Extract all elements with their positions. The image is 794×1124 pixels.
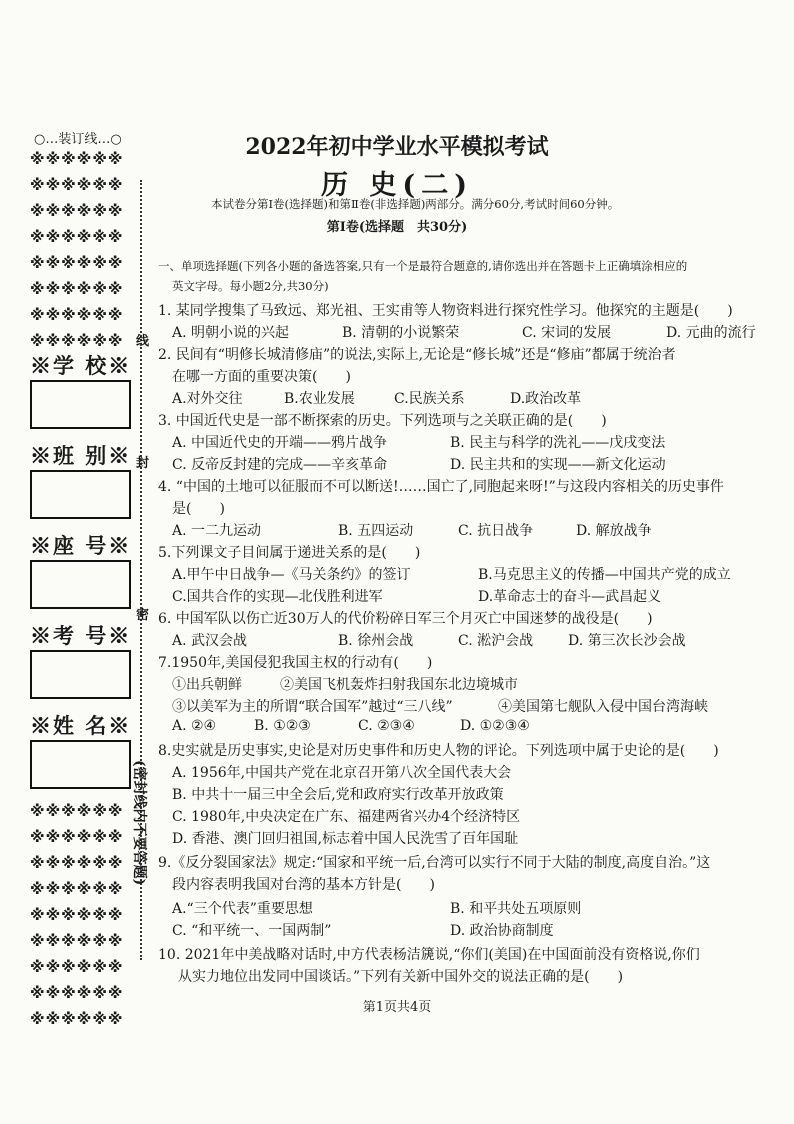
q1-option-b[interactable]: B. 清朝的小说繁荣 — [342, 325, 460, 341]
question-9-cont: 段内容表明我国对台湾的基本方针是( ) — [172, 877, 435, 893]
question-5: 5.下列课文子目间属于递进关系的是( ) — [158, 545, 421, 561]
seal-note: (密封线内不要答题) — [131, 760, 147, 886]
class-box[interactable] — [30, 470, 131, 519]
q6-option-d[interactable]: D. 第三次长沙会战 — [568, 633, 686, 649]
q3-option-b[interactable]: B. 民主与科学的洗礼——戊戌变法 — [450, 435, 666, 451]
binding-pattern: ※※※※※※ — [30, 306, 124, 324]
q3-option-a[interactable]: A. 中国近代史的开端——鸦片战争 — [172, 435, 388, 451]
q7-statement-2: ②美国飞机轰炸扫射我国东北边境城市 — [280, 677, 518, 693]
school-box[interactable] — [30, 380, 131, 429]
q1-option-a[interactable]: A. 明朝小说的兴起 — [172, 325, 290, 341]
question-7: 7.1950年,美国侵犯我国主权的行动有( ) — [158, 655, 433, 671]
q5-option-c[interactable]: C.国共合作的实现—北伐胜利进军 — [172, 589, 383, 605]
seal-char-line: 线 — [136, 334, 150, 349]
question-10-cont: 从实力地位出发同中国谈话。”下列有关新中国外交的说法正确的是( ) — [178, 969, 624, 985]
q7-statement-1: ①出兵朝鲜 — [172, 677, 242, 693]
binding-pattern: ※※※※※※ — [30, 828, 124, 846]
subject-title: 历 史(二) — [321, 170, 473, 201]
school-label: ※学 校※ — [30, 353, 132, 378]
binding-pattern: ※※※※※※ — [30, 854, 124, 872]
binding-pattern: ※※※※※※ — [30, 1010, 124, 1028]
binding-pattern: ※※※※※※ — [30, 984, 124, 1002]
seat-box[interactable] — [30, 560, 131, 609]
question-10: 10. 2021年中美战略对话时,中方代表杨洁篪说,“你们(美国)在中国面前没有资格说,你们 — [158, 947, 700, 963]
binding-pattern: ※※※※※※ — [30, 254, 124, 272]
part-heading: 第Ⅰ卷(选择题 共30分) — [326, 220, 468, 235]
binding-pattern: ※※※※※※ — [30, 228, 124, 246]
question-4: 4. “中国的土地可以征服而不可以断送!……国亡了,同胞起来呀!”与这段内容相关的历史事件 — [158, 479, 724, 495]
name-box[interactable] — [30, 740, 131, 789]
q6-option-b[interactable]: B. 徐州会战 — [338, 633, 414, 649]
q7-statement-4: ④美国第七舰队入侵中国台湾海峡 — [498, 699, 708, 715]
q7-option-a[interactable]: A. ②④ — [172, 718, 217, 734]
binding-pattern: ※※※※※※ — [30, 150, 124, 168]
q1-option-c[interactable]: C. 宋词的发展 — [522, 325, 612, 341]
q8-option-d[interactable]: D. 香港、澳门回归祖国,标志着中国人民洗雪了百年国耻 — [172, 831, 519, 847]
exam-info: 本试卷分第Ⅰ卷(选择题)和第Ⅱ卷(非选择题)两部分。满分60分,考试时间60分钟。 — [211, 197, 620, 211]
seal-char-seal: 封 — [136, 456, 150, 471]
question-4-cont: 是( ) — [172, 501, 225, 517]
question-8: 8.史实就是历史事实,史论是对历史事件和历史人物的评论。下列选项中属于史论的是( ) — [158, 743, 719, 759]
q8-option-a[interactable]: A. 1956年,中国共产党在北京召开第八次全国代表大会 — [172, 765, 512, 781]
q7-option-d[interactable]: D. ①②③④ — [460, 718, 530, 734]
exam-title: 2022年初中学业水平模拟考试 — [245, 134, 549, 160]
question-9: 9.《反分裂国家法》规定:“国家和平统一后,台湾可以实行不同于大陆的制度,高度自治。”这 — [158, 855, 711, 871]
q3-option-c[interactable]: C. 反帝反封建的完成——辛亥革命 — [172, 457, 388, 473]
q6-option-c[interactable]: C. 淞沪会战 — [458, 633, 534, 649]
name-label: ※姓 名※ — [30, 713, 132, 738]
q4-option-b[interactable]: B. 五四运动 — [338, 523, 414, 539]
q2-option-d[interactable]: D.政治改革 — [510, 391, 582, 407]
question-1: 1. 某同学搜集了马致远、郑光祖、王实甫等人物资料进行探究性学习。他探究的主题是( ) — [158, 303, 733, 319]
binding-pattern: ※※※※※※ — [30, 176, 124, 194]
q5-option-d[interactable]: D.革命志士的奋斗—武昌起义 — [478, 589, 662, 605]
q7-statement-3: ③以美军为主的所谓“联合国军”越过“三八线” — [172, 699, 453, 715]
binding-pattern: ※※※※※※ — [30, 332, 124, 350]
q3-option-d[interactable]: D. 民主共和的实现——新文化运动 — [450, 457, 666, 473]
q4-option-a[interactable]: A. 一二九运动 — [172, 523, 262, 539]
q8-option-c[interactable]: C. 1980年,中央决定在广东、福建两省兴办4个经济特区 — [172, 809, 521, 825]
binding-line-label: ○…装订线…○ — [34, 132, 122, 147]
q5-option-b[interactable]: B.马克思主义的传播—中国共产党的成立 — [478, 567, 731, 583]
binding-pattern: ※※※※※※ — [30, 202, 124, 220]
binding-pattern: ※※※※※※ — [30, 932, 124, 950]
section-instructions-cont: 英文字母。每小题2分,共30分) — [172, 279, 329, 293]
binding-pattern: ※※※※※※ — [30, 958, 124, 976]
q7-option-c[interactable]: C. ②③④ — [358, 718, 415, 734]
q6-option-a[interactable]: A. 武汉会战 — [172, 633, 248, 649]
exam-number-box[interactable] — [30, 650, 131, 699]
class-label: ※班 别※ — [30, 443, 132, 468]
q9-option-a[interactable]: A.“三个代表”重要思想 — [172, 901, 313, 917]
q9-option-d[interactable]: D. 政治协商制度 — [450, 923, 554, 939]
section-instructions: 一、单项选择题(下列各小题的备选答案,只有一个是最符合题意的,请你选出并在答题卡上正确填涂相应的 — [158, 259, 688, 273]
q9-option-c[interactable]: C. “和平统一、一国两制” — [172, 923, 332, 939]
binding-pattern: ※※※※※※ — [30, 906, 124, 924]
seat-label: ※座 号※ — [30, 533, 132, 558]
binding-pattern: ※※※※※※ — [30, 280, 124, 298]
question-3: 3. 中国近代史是一部不断探索的历史。下列选项与之关联正确的是( ) — [158, 413, 607, 429]
q4-option-d[interactable]: D. 解放战争 — [576, 523, 652, 539]
q4-option-c[interactable]: C. 抗日战争 — [458, 523, 534, 539]
question-2-cont: 在哪一方面的重要决策( ) — [172, 369, 351, 385]
question-2: 2. 民间有“明修长城清修庙”的说法,实际上,无论是“修长城”还是“修庙”都属于统治者 — [158, 347, 676, 363]
exam-number-label: ※考 号※ — [30, 623, 132, 648]
q2-option-c[interactable]: C.民族关系 — [394, 391, 465, 407]
q9-option-b[interactable]: B. 和平共处五项原则 — [450, 901, 582, 917]
q2-option-b[interactable]: B.农业发展 — [284, 391, 355, 407]
seal-char-secret: 密 — [136, 608, 150, 623]
q5-option-a[interactable]: A.甲午中日战争—《马关条约》的签订 — [172, 567, 411, 583]
q1-option-d[interactable]: D. 元曲的流行 — [666, 325, 756, 341]
question-6: 6. 中国军队以伤亡近30万人的代价粉碎日军三个月灭亡中国迷梦的战役是( ) — [158, 611, 653, 627]
page-number: 第1页共4页 — [362, 1000, 432, 1015]
q8-option-b[interactable]: B. 中共十一届三中全会后,党和政府实行改革开放政策 — [172, 787, 504, 803]
binding-pattern: ※※※※※※ — [30, 880, 124, 898]
binding-pattern: ※※※※※※ — [30, 802, 124, 820]
q7-option-b[interactable]: B. ①②③ — [254, 718, 311, 734]
q2-option-a[interactable]: A.对外交往 — [172, 391, 243, 407]
